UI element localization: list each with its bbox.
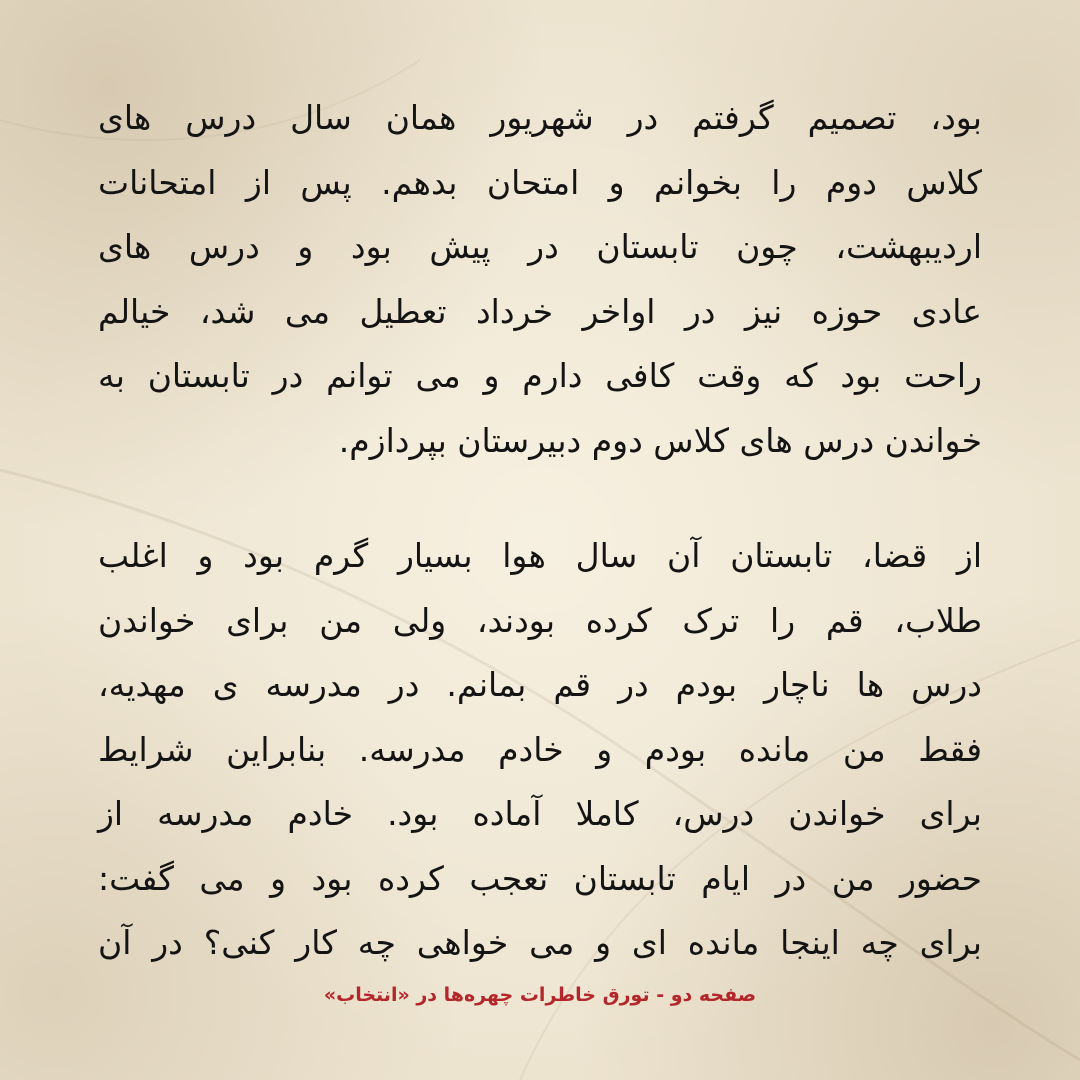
text-line: راحت بود که وقت کافی دارم و می توانم در تابستان به — [98, 356, 982, 395]
text-line: خواندن درس های کلاس دوم دبیرستان بپردازم. — [338, 420, 982, 460]
text-line: طلاب، قم را ترک کرده بودند، ولی من برای خواندن — [98, 600, 982, 640]
text-line: درس ها ناچار بودم در قم بمانم. در مدرسه ی مهدیه، — [98, 665, 982, 704]
text-line: از قضا، تابستان آن سال هوا بسیار گرم بود و اغلب — [98, 536, 982, 575]
text-line: اردیبهشت، چون تابستان در پیش بود و درس های — [98, 227, 982, 266]
text-line: برای چه اینجا مانده ای و می خواهی چه کار کنی؟ در آن — [98, 923, 982, 962]
text-line: عادی حوزه نیز در اواخر خرداد تعطیل می شد، خیالم — [98, 291, 982, 331]
text-line: بود، تصمیم گرفتم در شهریور همان سال درس های — [98, 98, 982, 137]
text-line: فقط من مانده بودم و خادم مدرسه. بنابراین شرایط — [98, 729, 982, 769]
text-line: برای خواندن درس، کاملا آماده بود. خادم مدرسه از — [98, 794, 982, 833]
paragraph-2 — [98, 524, 982, 976]
text-line: کلاس دوم را بخوانم و امتحان بدهم. پس از امتحانات — [98, 162, 982, 202]
footer-caption: صفحه دو - تورق خاطرات چهره‌ها در «انتخاب» — [323, 984, 757, 1006]
paragraph-1 — [98, 86, 982, 473]
text-line: حضور من در ایام تابستان تعجب کرده بود و می گفت: — [98, 858, 982, 898]
